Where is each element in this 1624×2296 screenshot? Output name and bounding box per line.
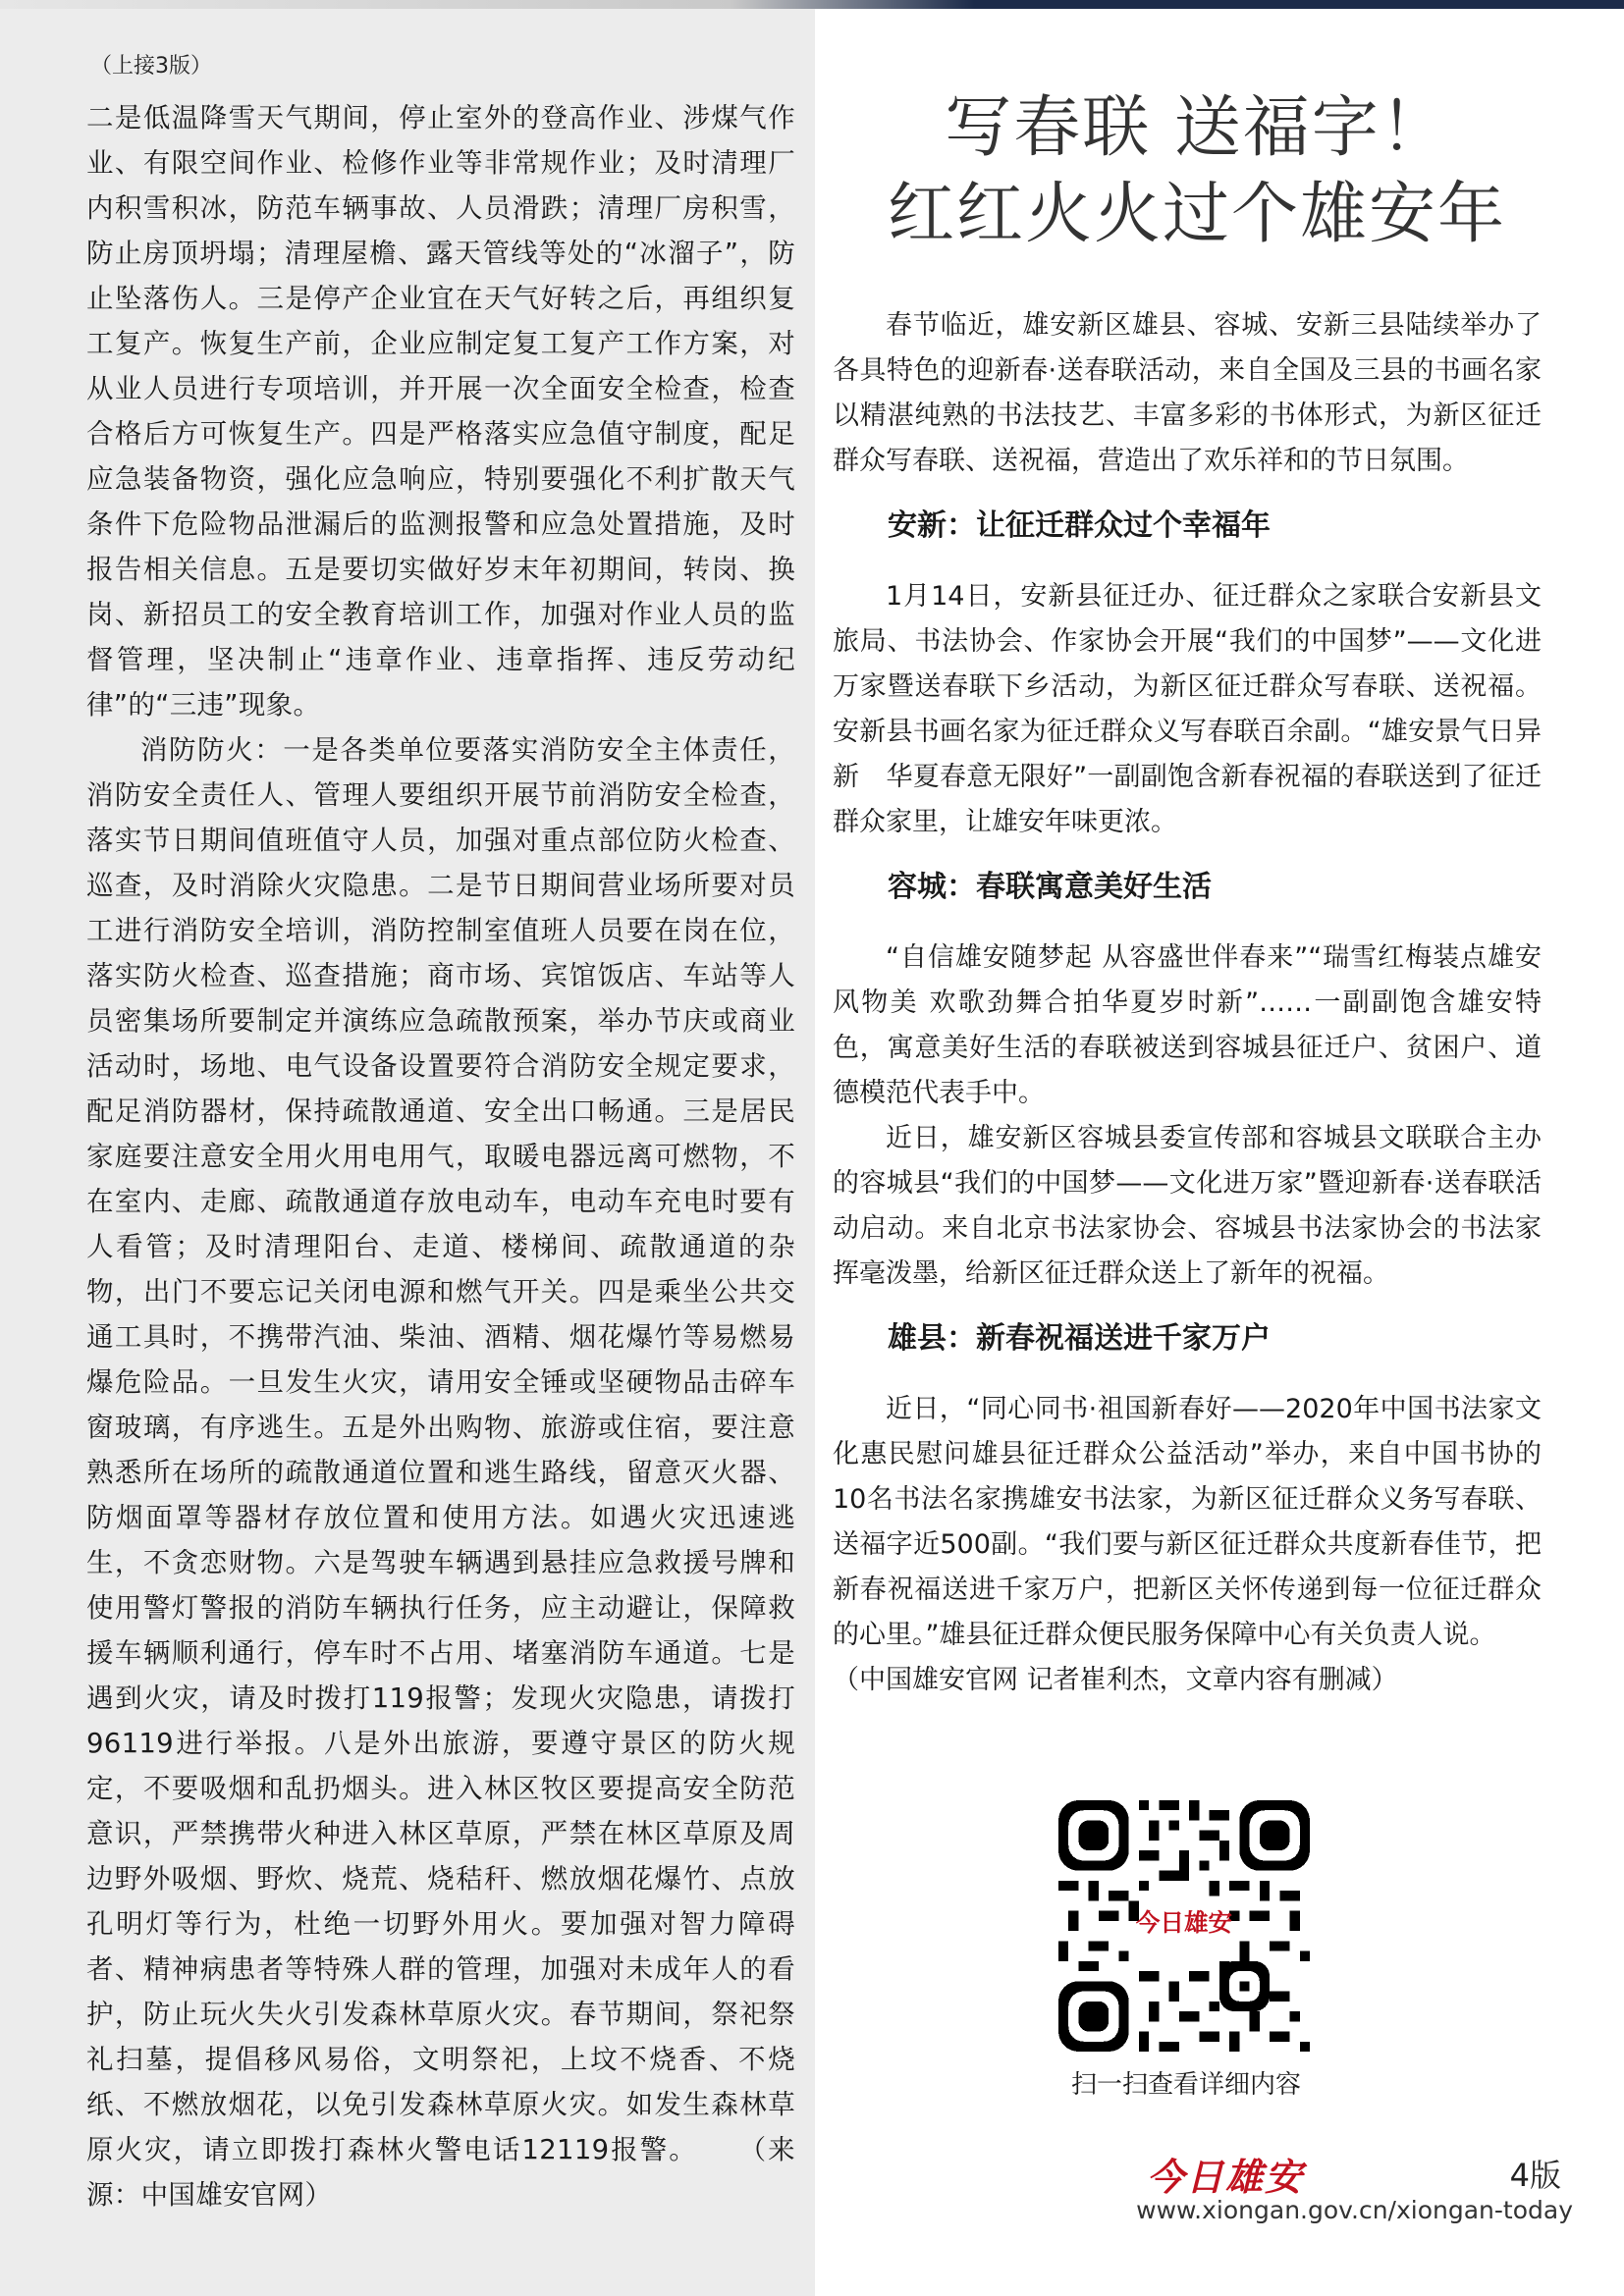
article-title-line-1: 写春联 送福字！: [945, 89, 1449, 167]
qr-logo-text: 今日雄安: [1135, 1908, 1233, 1938]
left-paragraph-1: 二是低温降雪天气期间，停止室外的登高作业、涉煤气作业、有限空间作业、检修作业等非常规作业；及时清理厂内积雪积冰，防范车辆事故、人员滑跌；清理厂房积雪，防止房顶坍塌；清理屋檐、露天管线等处的“冰溜子”，防止坠落伤人。三是停产企业宜在天气好转之后，再组织复工复产。恢复生产前，企业应制定复工复产工作方案，对从业人员进行专项培训，并开展一次全面安全检查，检查合格后方可恢复生产。四是严格落实应急值守制度，配足应急装备物资，强化应急响应，特别要强化不利扩散天气条件下危险物品泄漏后的监测报警和应急处置措施，及时报告相关信息。五是要切实做好岁末年初期间，转岗、换岗、新招员工的安全教育培训工作，加强对作业人员的监督管理，坚决制止“违章作业、违章指挥、违反劳动纪律”的“三违”现象。: [86, 102, 795, 721]
section-paragraph: 近日，雄安新区容城县委宣传部和容城县文联联合主办的容城县“我们的中国梦——文化进万家”暨迎新春·送春联活动启动。来自北京书法家协会、容城县书法家协会的书法家挥毫泼墨，给新区征迁群众送上了新年的祝福。: [833, 1123, 1542, 1289]
section-paragraph: “自信雄安随梦起 从容盛世伴春来”“瑞雪红梅装点雄安风物美 欢歌劲舞合拍华夏岁时新”……一副副饱含雄安特色，寓意美好生活的春联被送到容城县征迁户、贫困户、道德模范代表手中。: [833, 942, 1542, 1108]
left-column: [0, 9, 815, 2296]
article-credit: （中国雄安官网 记者崔利杰，文章内容有删减）: [833, 1665, 1398, 1695]
section-heading-xiongxian: 雄县：新春祝福送进千家万户: [888, 1321, 1271, 1356]
section-heading-rongcheng: 容城：春联寓意美好生活: [888, 870, 1212, 904]
qr-caption: 扫一扫查看详细内容: [1070, 2070, 1301, 2100]
left-paragraph-2: [86, 727, 795, 2217]
article-title: [833, 85, 1561, 258]
left-paragraph-2-text: 消防防火：一是各类单位要落实消防安全主体责任，消防安全责任人、管理人要组织开展节前消防安全检查，落实节日期间值班值守人员，加强对重点部位防火检查、巡查，及时消除火灾隐患。二是节日期间营业场所要对员工进行消防安全培训，消防控制室值班人员要在岗在位，落实防火检查、巡查措施；商市场、宾馆饭店、车站等人员密集场所要制定并演练应急疏散预案，举办节庆或商业活动时，场地、电气设备设置要符合消防安全规定要求，配足消防器材，保持疏散通道、安全出口畅通。三是居民家庭要注意安全用火用电用气，取暖电器远离可燃物，不在室内、走廊、疏散通道存放电动车，电动车充电时要有人看管；及时清理阳台、走道、楼梯间、疏散通道的杂物，出门不要忘记关闭电源和燃气开关。四是乘坐公共交通工具时，不携带汽油、柴油、酒精、烟花爆竹等易燃易爆危险品。一旦发生火灾，请用安全锤或坚硬物品击碎车窗玻璃，有序逃生。五是外出购物、旅游或住宿，要注意熟悉所在场所的疏散通道位置和逃生路线，留意灭火器、防烟面罩等器材存放位置和使用方法。如遇火灾迅速逃生，不贪恋财物。六是驾驶车辆遇到悬挂应急救援号牌和使用警灯警报的消防车辆执行任务，应主动避让，保障救援车辆顺利通行，停车时不占用、堵塞消防车通道。七是遇到火灾，请及时拨打119报警；发现火灾隐患，请拨打96119进行举报。八是外出旅游，要遵守景区的防火规定，不要吸烟和乱扔烟头。进入林区牧区要提高安全防范意识，严禁携带火种进入林区草原，严禁在林区草原及周边野外吸烟、野炊、烧荒、烧秸秆、燃放烟花爆竹、点放孔明灯等行为，杜绝一切野外用火。要加强对智力障碍者、精神病患者等特殊人群的管理，加强对未成年人的看护，防止玩火失火引发森林草原火灾。春节期间，祭祀祭礼扫墓，提倡移风易俗，文明祭祀，上坟不烧香、不烧纸、不燃放烟花，以免引发森林草原火灾。如发生森林草原火灾，请立即拨打森林火警电话12119报警。: [86, 734, 795, 2165]
publication-logo: 今日雄安: [1147, 2155, 1305, 2199]
article-title-line-2: 红红火火过个雄安年: [887, 176, 1506, 253]
article-intro: 春节临近，雄安新区雄县、容城、安新三县陆续举办了各具特色的迎新春·送春联活动，来自全国及三县的书画名家以精湛纯熟的书法技艺、丰富多彩的书体形式，为新区征迁群众写春联、送祝福，营造出了欢乐祥和的节日氛围。: [833, 310, 1542, 476]
section-heading-anxin: 安新：让征迁群众过个幸福年: [888, 508, 1271, 543]
website-url[interactable]: www.xiongan.gov.cn/xiongan-today: [1136, 2196, 1573, 2224]
top-color-bar: [0, 0, 1624, 9]
qr-code[interactable]: [1058, 1800, 1310, 2052]
edition-number: 4版: [1509, 2157, 1561, 2194]
right-column: [833, 9, 1573, 2296]
left-source: （来源：中国雄安官网）: [86, 2134, 795, 2211]
article-body: [833, 303, 1542, 1703]
section-paragraph: 1月14日，安新县征迁办、征迁群众之家联合安新县文旅局、书法协会、作家协会开展“我们的中国梦”——文化进万家暨送春联下乡活动，为新区征迁群众写春联、送祝福。安新县书画名家为征迁群众义写春联百余副。“雄安景气日异新 华夏春意无限好”一副副饱含新春祝福的春联送到了征迁群众家里，让雄安年味更浓。: [833, 581, 1542, 837]
section-paragraph: 近日，“同心同书·祖国新春好——2020年中国书法家文化惠民慰问雄县征迁群众公益活动”举办，来自中国书协的10名书法名家携雄安书法家，为新区征迁群众义务写春联、送福字近500副。“我们要与新区征迁群众共度新春佳节，把新春祝福送进千家万户，把新区关怀传递到每一位征迁群众的心里。”雄县征迁群众便民服务保障中心有关负责人说。: [833, 1394, 1542, 1650]
continuation-note: （上接3版）: [90, 54, 212, 79]
